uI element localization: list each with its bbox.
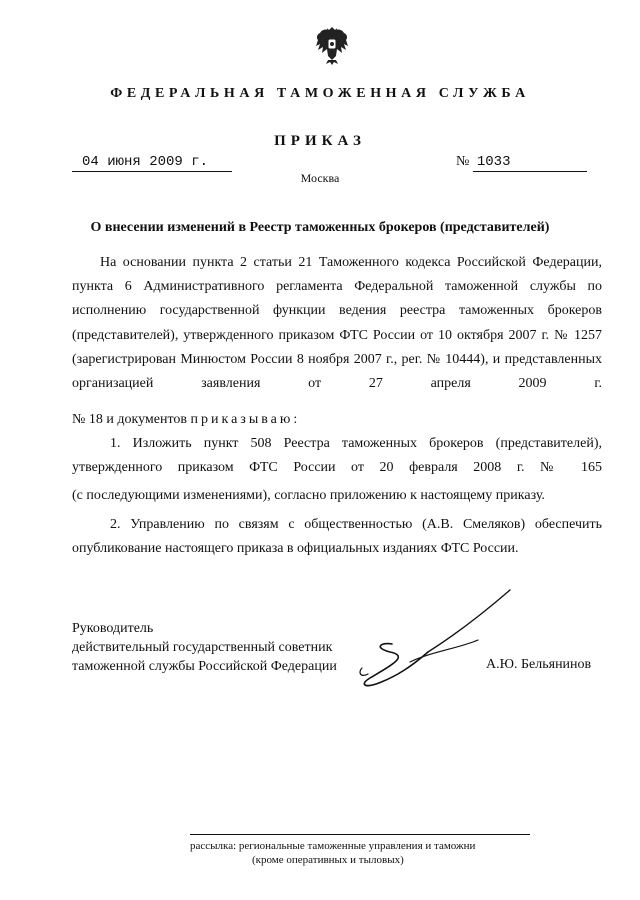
city: Москва — [300, 171, 340, 185]
distribution-line-1: рассылка: региональные таможенные управления и таможни — [190, 840, 476, 852]
order-word: приказываю: — [190, 412, 301, 427]
order-item-2-end: опубликование настоящего приказа в официальных изданиях ФТС России. — [72, 541, 519, 556]
order-number — [456, 153, 600, 172]
handwritten-signature — [350, 582, 530, 692]
preamble-last-line — [72, 408, 602, 432]
order-item-1-end: (с последующими изменениями), согласно приложению к настоящему приказу. — [72, 488, 545, 503]
preamble-paragraph — [72, 251, 602, 396]
signatory-title — [72, 619, 337, 676]
order-date: 04 июня 2009 г. — [72, 153, 232, 172]
distribution-list — [190, 834, 530, 867]
signatory-line-3: таможенной службы Российской Федерации — [72, 659, 337, 674]
order-item-1-text: 1. Изложить пункт 508 Реестра таможенных брокеров (представителей), утвержденного приказом ФТС России от 20 февраля 2008 г. № 165 — [72, 436, 602, 476]
document-type: ПРИКАЗ — [274, 133, 366, 149]
distribution-line-2: (кроме оперативных и тыловых) — [252, 854, 404, 866]
signatory-name: А.Ю. Бельянинов — [486, 657, 592, 672]
preamble-text: На основании пункта 2 статьи 21 Таможенного кодекса Российской Федерации, пункта 6 Административного регламента Федеральной таможенной службы по исполнению государственной функции ведения реестра таможенных брокеров (представителей), утвержденного приказом ФТС России от 10 октября 2007 г. № 1257 (зарегистрирован Минюстом России 8 ноября 2007 г., рег. № 10444), и представленных организацией заявления от 27 апреля 2009 г. — [72, 255, 602, 392]
preamble-last-text: № 18 и документов — [72, 412, 188, 427]
russian-double-headed-eagle-emblem-icon — [314, 26, 350, 66]
number-sign: № — [456, 154, 470, 169]
document-heading: О внесении изменений в Реестр таможенных брокеров (представителей) — [90, 220, 550, 235]
order-item-2: 2. Управлению по связям с общественностью (А.В. Смеляков) обеспечить — [110, 517, 602, 532]
order-item-1 — [72, 432, 602, 480]
signatory-line-2: действительный государственный советник — [72, 640, 333, 655]
signatory-line-1: Руководитель — [72, 621, 154, 636]
agency-name: ФЕДЕРАЛЬНАЯ ТАМОЖЕННАЯ СЛУЖБА — [110, 86, 530, 101]
number-value: 1033 — [473, 153, 587, 172]
